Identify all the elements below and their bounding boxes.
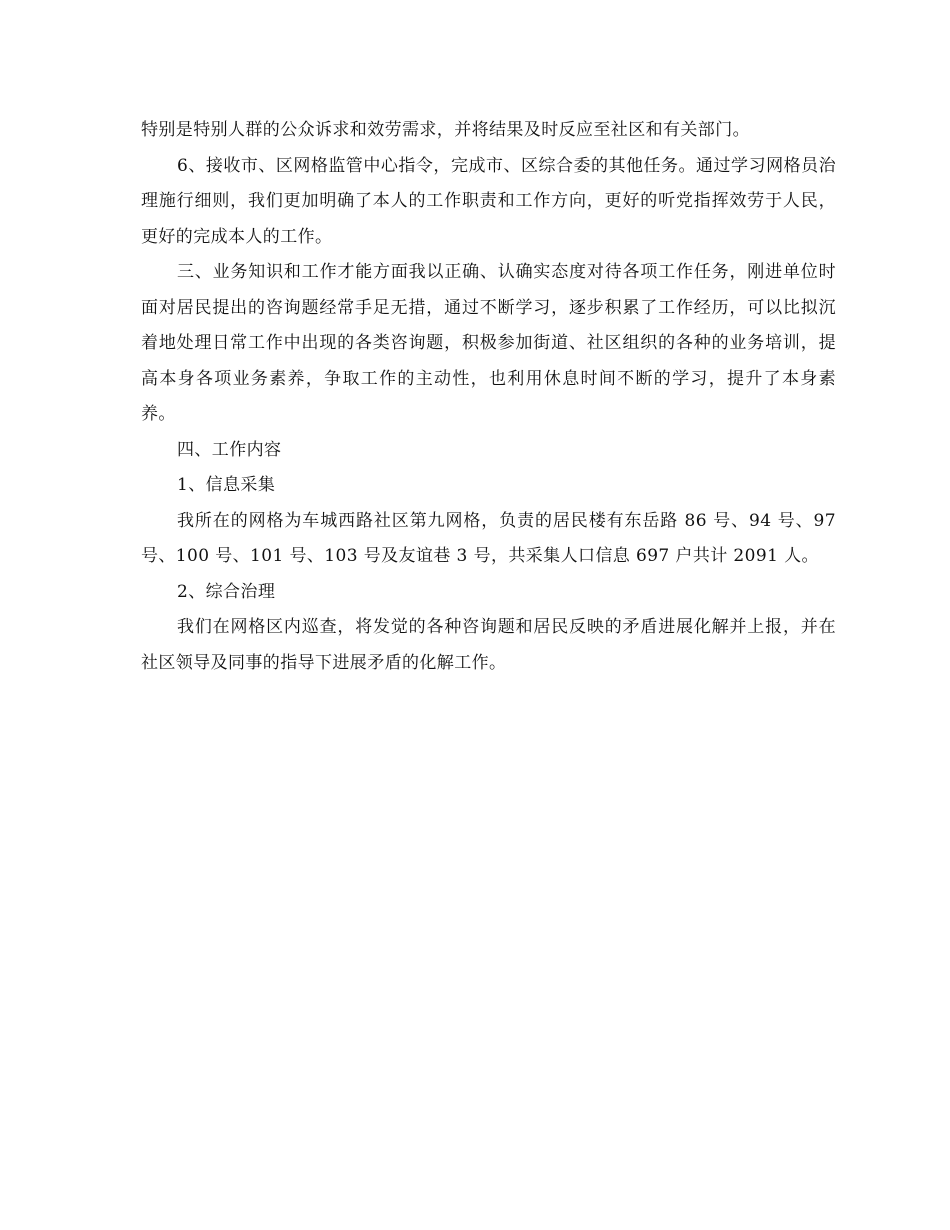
section-heading-work-content: 四、工作内容 bbox=[177, 439, 282, 460]
paragraph-3: 三、业务知识和工作才能方面我以正确、认确实态度对待各项工作任务，刚进单位时面对居民提出的咨询题经常手足无措，通过不断学习，逐步积累了工作经历，可以比拟沉着地处理日常工作中出现的各类咨询题，积极参加街道、社区组织的各种的业务培训，提高本身各项业务素养，争取工作的主动性，也利用休息时间不断的学习，提升了本身素养。 bbox=[141, 262, 836, 424]
subheading-info-collection: 1、信息采集 bbox=[177, 475, 276, 495]
paragraph-comprehensive-governance: 我们在网格区内巡查，将发觉的各种咨询题和居民反映的矛盾进展化解并上报，并在社区领导及同事的指导下进展矛盾的化解工作。 bbox=[141, 617, 836, 673]
document-body bbox=[141, 113, 836, 681]
subheading-comprehensive-governance: 2、综合治理 bbox=[177, 581, 276, 602]
paragraph-1: 特别是特别人群的公众诉求和效劳需求，并将结果及时反应至社区和有关部门。 bbox=[141, 120, 750, 140]
paragraph-2: 6、接收市、区网格监管中心指令，完成市、区综合委的其他任务。通过学习网格员治理施行细则，我们更加明确了本人的工作职责和工作方向，更好的听党指挥效劳于人民，更好的完成本人的工作。 bbox=[141, 155, 836, 247]
paragraph-info-collection: 我所在的网格为车城西路社区第九网格，负责的居民楼有东岳路 86 号、94 号、97 号、100 号、101 号、103 号及友谊巷 3 号，共采集人口信息 697 户共计 2091 人。 bbox=[141, 510, 836, 566]
